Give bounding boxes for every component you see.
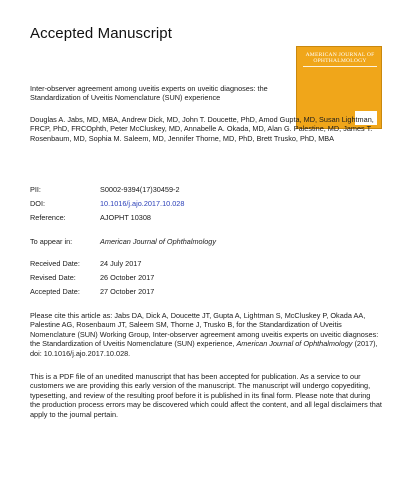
citation-journal: American Journal of Ophthalmology (236, 339, 353, 349)
doi-label: DOI: (30, 199, 45, 208)
pii-value: S0002-9394(17)30459-2 (100, 185, 180, 194)
received-date-value: 24 July 2017 (100, 259, 142, 268)
citation-lead: Please cite this article as: Jabs DA, Dick A, Doucette JT, Gupta A, Lightman S, McCluskey P, Okada AA, Palestine AG, Rosenbaum JT, Saleem SM, Thorne J, Trusko B, for the Standardization of Uveitis Nomenclature (SUN) Working Group, Inter-observer agreement among uveitis experts on uveitic diagnoses: the Standardization of Uveitis Nomenclature (SUN) experience, (30, 311, 379, 349)
accepted-date-label: Accepted Date: (30, 287, 80, 296)
received-date-label: Received Date: (30, 259, 80, 268)
reference-label: Reference: (30, 213, 66, 222)
reference-value: AJOPHT 10308 (100, 213, 151, 222)
article-title: Inter-observer agreement among uveitis experts on uveitic diagnoses: the Standardization of Uveitis Nomenclature (SUN) experience (30, 84, 268, 103)
revised-date-label: Revised Date: (30, 273, 76, 282)
revised-date-value: 26 October 2017 (100, 273, 155, 282)
disclaimer-paragraph: This is a PDF file of an unedited manuscript that has been accepted for publication. As a service to our customers we are providing this early version of the manuscript. The manuscript will undergo copyediting, typesetting, and review of the resulting proof before it is published in its final form. Please note that during the production process errors may be discovered which could affect the content, and all legal disclaimers that apply to the journal pertain. (30, 372, 382, 419)
appear-in-label: To appear in: (30, 237, 73, 246)
journal-cover-title: AMERICAN JOURNAL OF OPHTHALMOLOGY (305, 52, 375, 64)
page-heading: Accepted Manuscript (30, 25, 172, 42)
accepted-date-value: 27 October 2017 (100, 287, 155, 296)
pii-label: PII: (30, 185, 41, 194)
cover-divider (303, 66, 377, 67)
appear-in-journal: American Journal of Ophthalmology (100, 237, 216, 246)
citation-paragraph (30, 311, 382, 358)
doi-link[interactable]: 10.1016/j.ajo.2017.10.028 (100, 199, 185, 208)
citation-tail: (2017), doi: 10.1016/j.ajo.2017.10.028. (30, 339, 378, 358)
article-authors: Douglas A. Jabs, MD, MBA, Andrew Dick, MD, John T. Doucette, PhD, Amod Gupta, MD, Susan Lightman, FRCP, PhD, FRCOphth, Peter McCluskey, MD, Annabelle A. Okada, MD, Alan G. Palestine, MD, James T. Rosenbaum, MD, Sophia M. Saleem, MD, Jennifer Thorne, MD, PhD, Brett Trusko, PhD, MBA (30, 115, 374, 143)
